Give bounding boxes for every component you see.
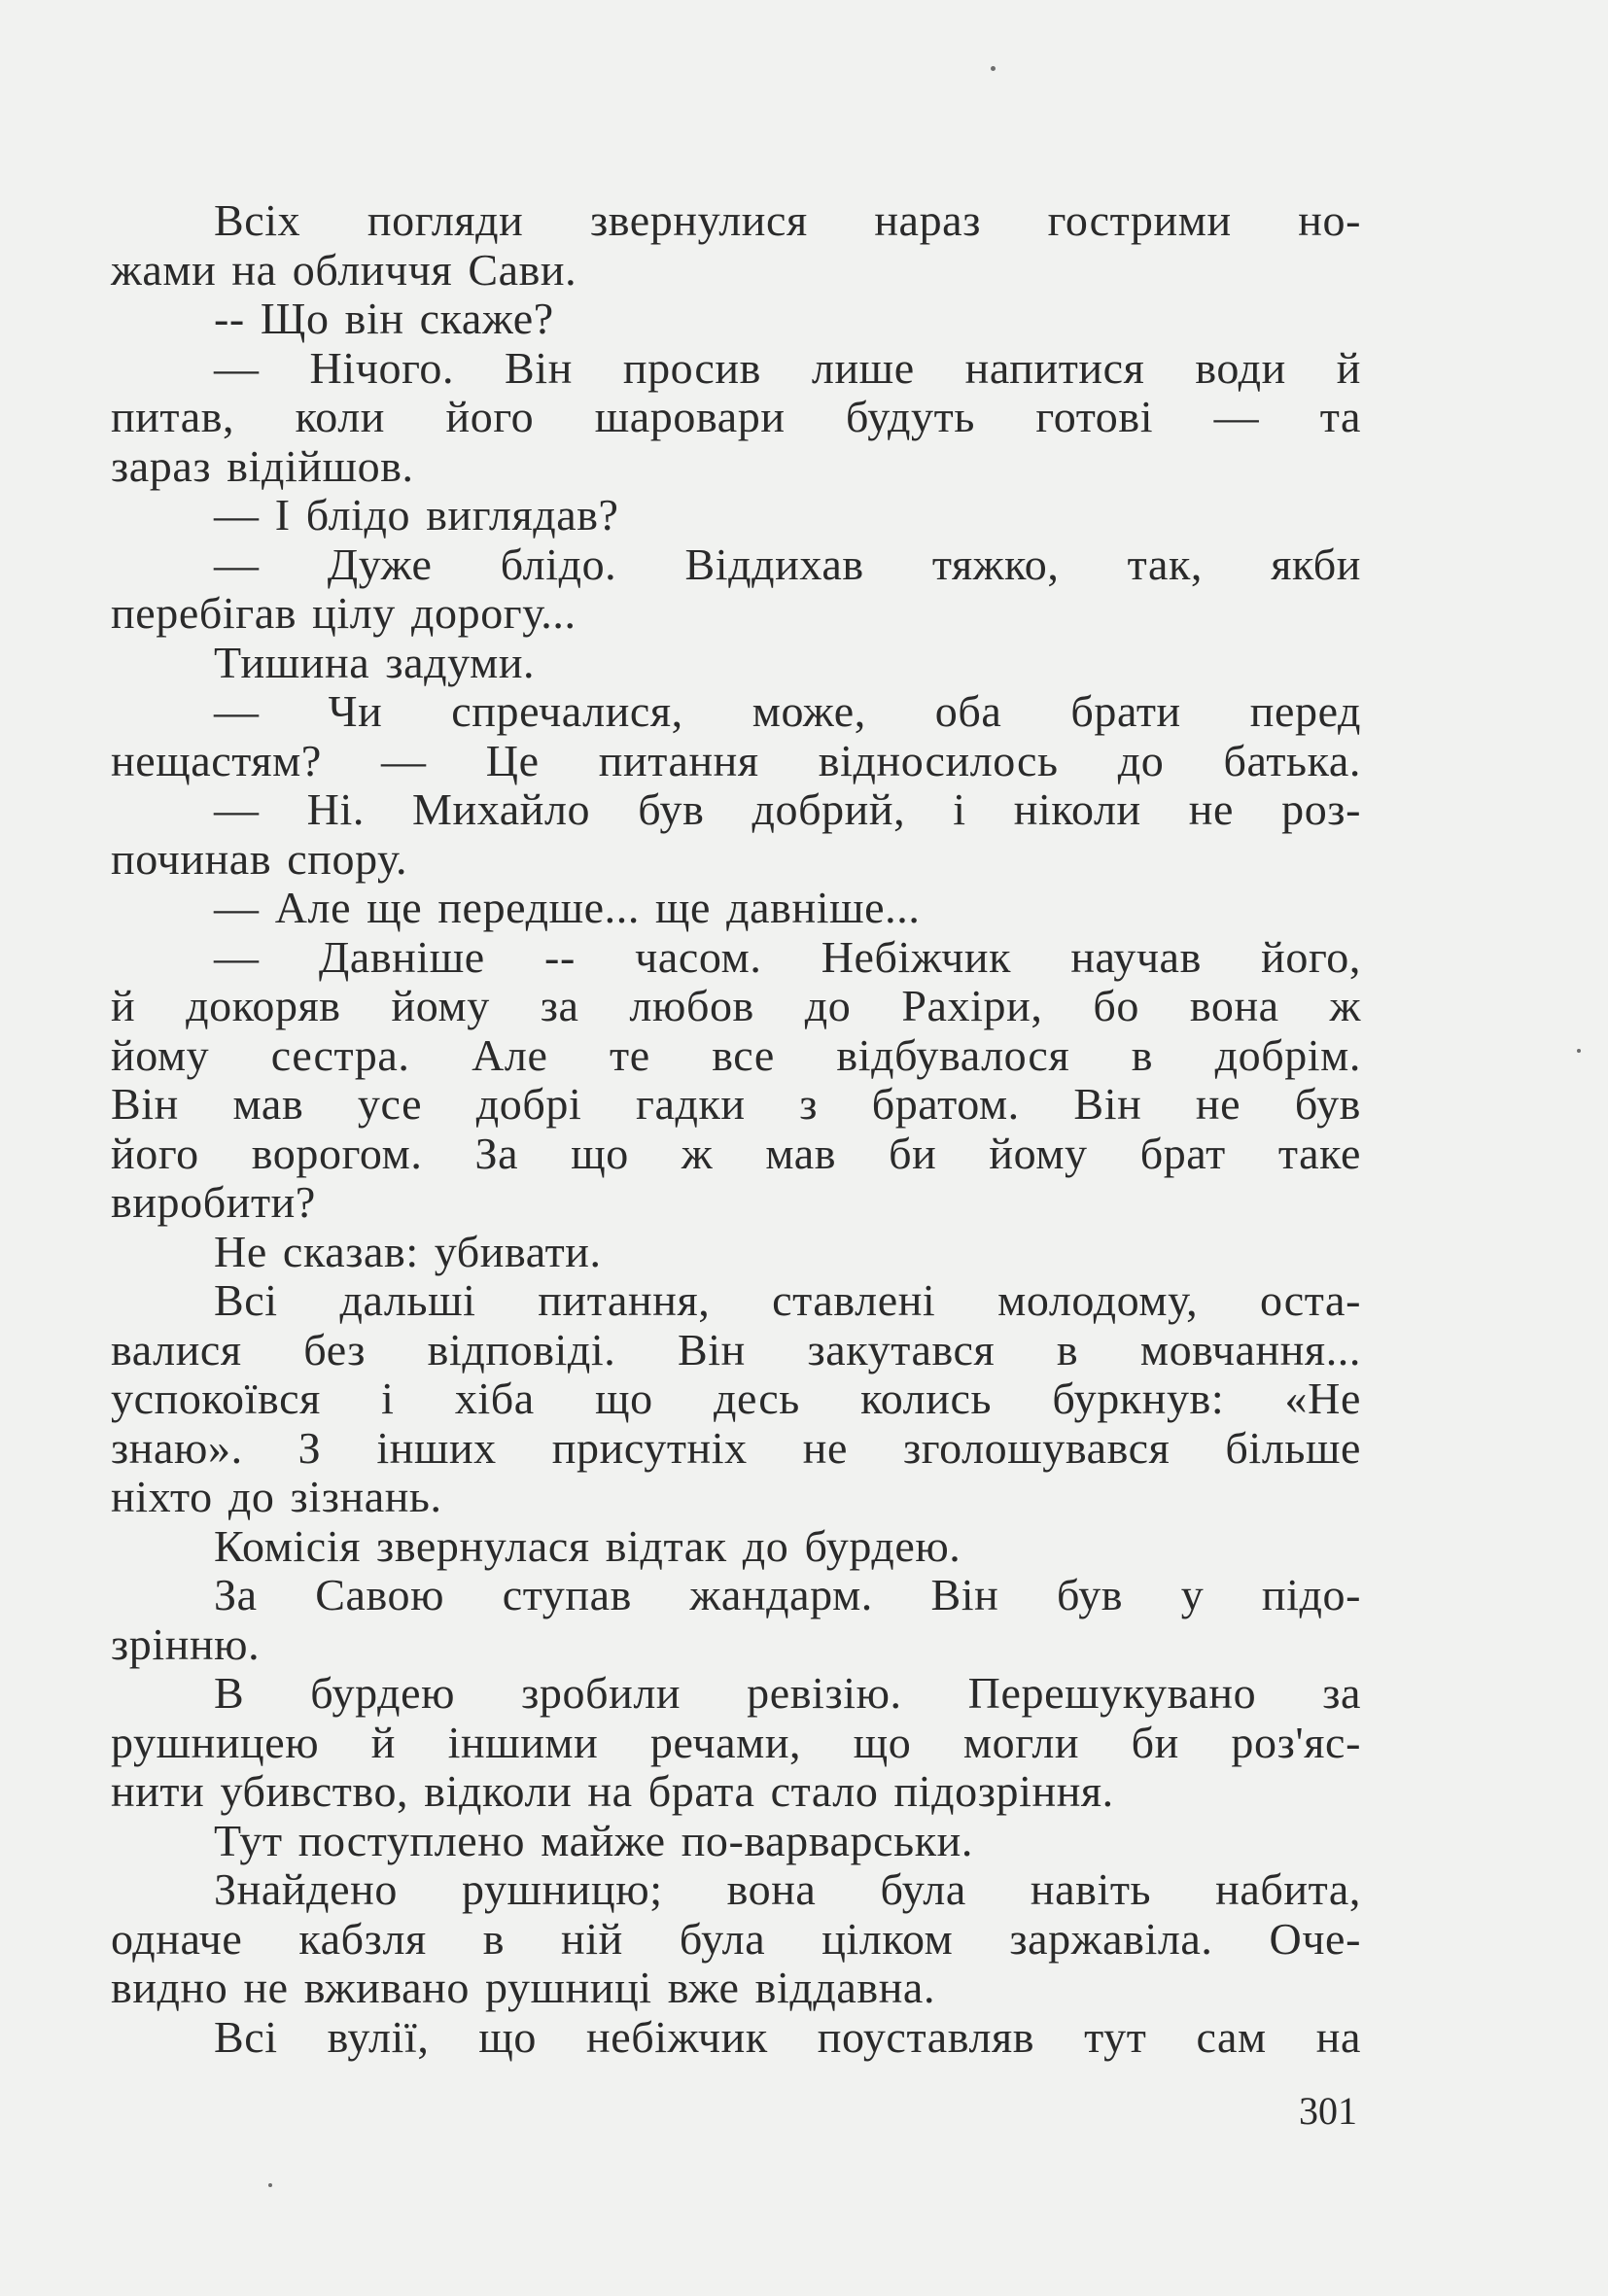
text-line: й докоряв йому за любов до Рахіри, бо вона ж <box>111 981 1361 1030</box>
text-line: -- Що він скаже? <box>214 294 554 343</box>
text-line: валися без відповіді. Він закутався в мовчання... <box>111 1324 1361 1374</box>
text-line: жами на обличчя Сави. <box>111 244 577 295</box>
text-line: В бурдею зробили ревізію. Перешукувано за <box>214 1668 1361 1718</box>
text-line: йому сестра. Але те все відбувалося в добрім. <box>111 1029 1361 1080</box>
text-line: — Але ще передше... ще давніше... <box>214 883 921 932</box>
text-line: — І блідо виглядав? <box>214 490 619 539</box>
page-number: 301 <box>1299 2089 1357 2133</box>
text-line: Всі вулії, що небіжчик поуставляв тут сам на <box>214 2011 1361 2062</box>
text-line: — Ні. Михайло був добрий, і ніколи не роз- <box>214 784 1361 834</box>
text-line: За Савою ступав жандарм. Він був у підо- <box>214 1570 1361 1619</box>
text-line: — Дуже блідо. Віддихав тяжко, так, якби <box>214 539 1361 589</box>
text-line: Комісія звернулася відтак до бурдею. <box>214 1520 961 1571</box>
text-line: Знайдено рушницю; вона була навіть набита, <box>214 1864 1361 1914</box>
text-line: знаю». З інших присутніх не зголошувався більше <box>111 1422 1361 1473</box>
print-speck <box>1577 1049 1581 1053</box>
text-line: видно не вживано рушниці вже віддавна. <box>111 1963 936 2012</box>
text-line: Всіх погляди звернулися нараз гострими но- <box>214 195 1361 245</box>
text-line: зараз відійшов. <box>111 440 414 491</box>
text-line: Він мав усе добрі гадки з братом. Він не був <box>111 1079 1361 1129</box>
text-line: починав спору. <box>111 833 408 884</box>
text-line: — Чи спречалися, може, оба брати перед <box>214 686 1361 736</box>
text-line: його ворогом. За що ж мав би йому брат таке <box>111 1128 1361 1178</box>
text-line: зрінню. <box>111 1618 261 1669</box>
body-text <box>111 196 1361 2062</box>
text-line: успокоївся і хіба що десь колись буркнув: «Не <box>111 1374 1361 1423</box>
text-line: нити убивство, відколи на брата стало підозріння. <box>111 1766 1114 1816</box>
print-speck <box>268 2183 272 2187</box>
text-line: Всі дальші питання, ставлені молодому, оста- <box>214 1275 1361 1325</box>
text-line: Не сказав: убивати. <box>214 1226 602 1276</box>
text-line: одначе кабзля в ній була цілком заржавіла. Оче- <box>111 1913 1361 1964</box>
text-line: Тут поступлено майже по-варварськи. <box>214 1815 973 1865</box>
text-line: — Давніше -- часом. Небіжчик научав його, <box>214 931 1361 982</box>
print-speck <box>991 66 996 71</box>
text-line: ніхто до зізнань. <box>111 1472 442 1521</box>
text-line: перебігав цілу дорогу... <box>111 588 577 638</box>
text-line: — Нічого. Він просив лише напитися води й <box>214 342 1361 393</box>
text-line: виробити? <box>111 1177 316 1227</box>
text-line: питав, коли його шаровари будуть готові — та <box>111 392 1361 441</box>
text-line: рушницею й іншими речами, що могли би роз'яс- <box>111 1717 1361 1767</box>
text-line: Тишина задуми. <box>214 637 536 687</box>
text-line: нещастям? — Це питання відносилось до батька. <box>111 735 1361 785</box>
